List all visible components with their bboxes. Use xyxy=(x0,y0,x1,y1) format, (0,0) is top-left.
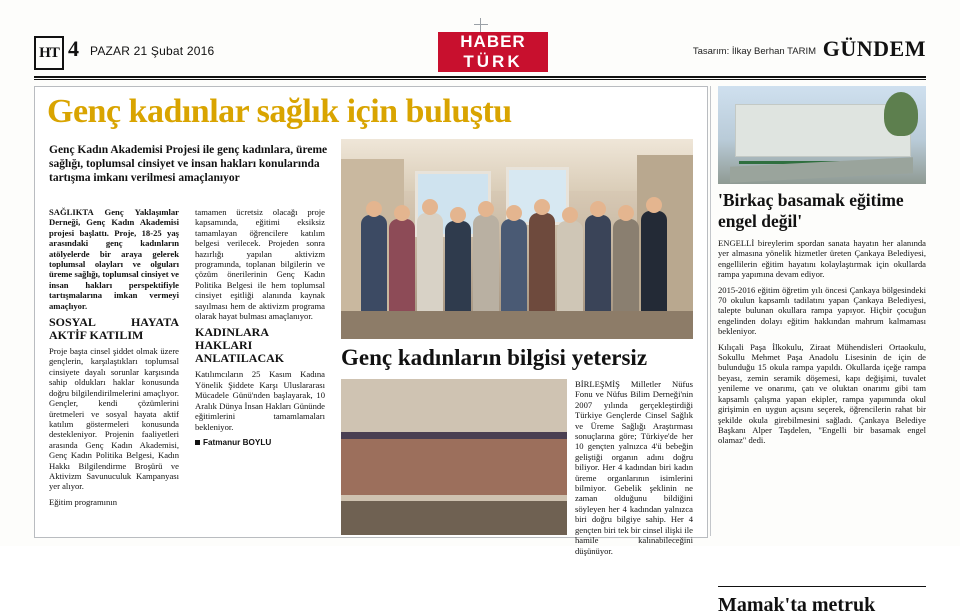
paragraph: Katılımcıların 25 Kasım Kadına Yönelik Şiddete Karşı Uluslararası Mücadele Günü'nden başlayarak, 10 Aralık Dünya İnsan Hakları Gününde eğitimlerini tamamlamaları bekleniyor. xyxy=(195,369,325,432)
masthead xyxy=(34,32,926,76)
paragraph: tamamen ücretsiz olacağı proje kapsamında, eğitimi eksiksiz tamamlayan öğrencilere katılım belgesi verilecek. Projeden sonra hazırlığı yapılan aktivizm programında, toplanan bilgilerin ve çözüm önerilerinin Genç Kadın Politika Belgesi ile hem toplumsal cinsiyet eşitliği alanında kaynak sayılması hem de aktivizm programa olarak hayat bulması amaçlanıyor. xyxy=(195,207,325,322)
body-column-1 xyxy=(49,207,179,531)
side-article-photo-school-ramp xyxy=(718,86,926,184)
brand-line-1: HABER xyxy=(438,32,548,52)
logo-line-1: H xyxy=(39,44,50,61)
page-bottom-fade xyxy=(718,530,926,546)
article-photo-group xyxy=(341,139,693,339)
paragraph: ENGELLİ bireylerim spordan sanata hayatın her alanında yer almasına yönelik hizmetler üreten Çankaya Belediyesi, engellilerin eğitim hayatını kolaylaştırmak için okullarda rampa yapımına devam ediyor. xyxy=(718,238,926,280)
logo-line-2: T xyxy=(49,44,59,61)
masthead-rule xyxy=(34,76,926,78)
side-article-body xyxy=(718,238,926,451)
body-column-3 xyxy=(575,379,693,556)
article-photo-workshop xyxy=(341,379,567,535)
haberturk-brand xyxy=(438,32,548,72)
article-subhead: Genç kadınların bilgisi yetersiz xyxy=(341,345,648,370)
paragraph: 2015-2016 eğitim öğretim yılı öncesi Çankaya bölgesindeki 70 okulun kapsamlı tadilatını yapan Çankaya Belediyesi, talepte bulunan okullara rampa yapıyor. Hiçbir çocuğun engelinden dolayı eğitim hakkından mahrum kalmaması bekleniyor. xyxy=(718,284,926,337)
main-article xyxy=(34,86,708,556)
crop-mark-icon xyxy=(474,18,488,32)
article-headline: Genç kadınlar sağlık için buluştu xyxy=(47,93,512,130)
paragraph: SAĞLIKTA Genç Yaklaşımlar Derneği, Genç Kadın Akademisi projesi başlattı. Proje, 18-25 yaş arasındaki genç kadınların atölyelerde bir araya gelerek toplumsal olayları ve olguları üreme sağlığı, toplumsal cinsiyet ve insan hakları perspektifiyle tartışmalarına imkan vermeyi amaçlıyor. xyxy=(49,207,179,311)
section-title: GÜNDEM xyxy=(822,36,926,61)
side-article-divider xyxy=(718,586,926,587)
paragraph: BİRLEŞMİŞ Milletler Nüfus Fonu ve Nüfus Bilim Derneği'nin 2007 yılında gerçekleştirdiği Türkiye Gençlerde Cinsel Sağlık ve Üreme Sağlığı Araştırması sonuçlarına göre; Türkiye'de her 10 gençten yalnızca 4'ü bebeğin geliştiği organın adını doğru biliyor. Her 4 kadından biri kadın üreme organlarının isimlerini bilmiyor. Gebelik şeklinin ne zaman olduğunu bildiğini söyleyen her 4 kadından yalnızca biri doğru bilgiye sahip. Her 4 gençten biri tek bir cinsel ilişki ile hamile kalınabileceğini düşünüyor. xyxy=(575,379,693,556)
haberturk-ht-logo xyxy=(34,36,64,70)
publication-date: PAZAR 21 Şubat 2016 xyxy=(90,44,215,58)
article-byline: Fatmanur BOYLU xyxy=(203,437,272,447)
article-deck: Genç Kadın Akademisi Projesi ile genç kadınlara, üreme sağlığı, toplumsal cinsiyet ve insan hakları konularında tartışma imkanı verilmesi amaçlanıyor xyxy=(49,144,328,184)
next-article-headline: Mamak'ta metruk xyxy=(718,594,876,616)
designer-credit: Tasarım: İlkay Berhan TARIM xyxy=(692,46,816,57)
column-divider xyxy=(710,86,711,536)
brand-line-2: TÜRK xyxy=(438,52,548,72)
column-subheading: KADINLARA HAKLARI ANLATILACAK xyxy=(195,325,285,366)
bullet-square-icon xyxy=(195,440,200,445)
side-article xyxy=(718,86,926,616)
masthead-rule-thin xyxy=(34,79,926,80)
paragraph: Proje başta cinsel şiddet olmak üzere gençlerin, karşılaştıkları toplumsal cinsiyete dayalı sorunlar karşısında sahip oldukları haklar konusunda doğru bilgilendirilmelerini amaçlıyor. Gençler, kendi çözümlerini üretmeleri ve sosyal hayata aktif katılım göstermeleri konusunda destekleniyor. Projenin faaliyetleri arasında Genç Kadın Akademisi, Genç Kadın Politika Belgesi, Kadın Hakkı Bilgilendirme Broşürü ve Aktivizm Savunuculuk Kampanyası yer alıyor. xyxy=(49,346,179,492)
side-article-headline: 'Birkaç basamak eğitime engel değil' xyxy=(718,190,904,231)
paragraph: Eğitim programının xyxy=(49,496,118,507)
body-column-2 xyxy=(195,207,325,531)
column-subheading: SOSYAL HAYATA AKTİF KATILIM xyxy=(49,315,179,343)
page-number: 4 xyxy=(68,36,79,61)
paragraph: Kılıçali Paşa İlkokulu, Ziraat Mühendisleri Ortaokulu, Sokullu Mehmet Paşa Anadolu Lisesinin de için de bulunduğu 15 okula rampa yapıldı. Okullarda içeğe rampa beyası, zemin seramik döşemesi, kapı değişimi, tuvalet yenileme ve onarımı, çatı ve oluktan onarımı gibi tam kapsamlı çalışma yapan ekipler, rampa yapımında okul girişimin en uygun açısını seçerek, öğrencilerin rahat bir şekilde okula girebilmesini sağladı. Çankaya Belediye Başkanı Alper Taşdelen, "Engelli bir basamak engel olamaz" dedi. xyxy=(718,341,926,446)
